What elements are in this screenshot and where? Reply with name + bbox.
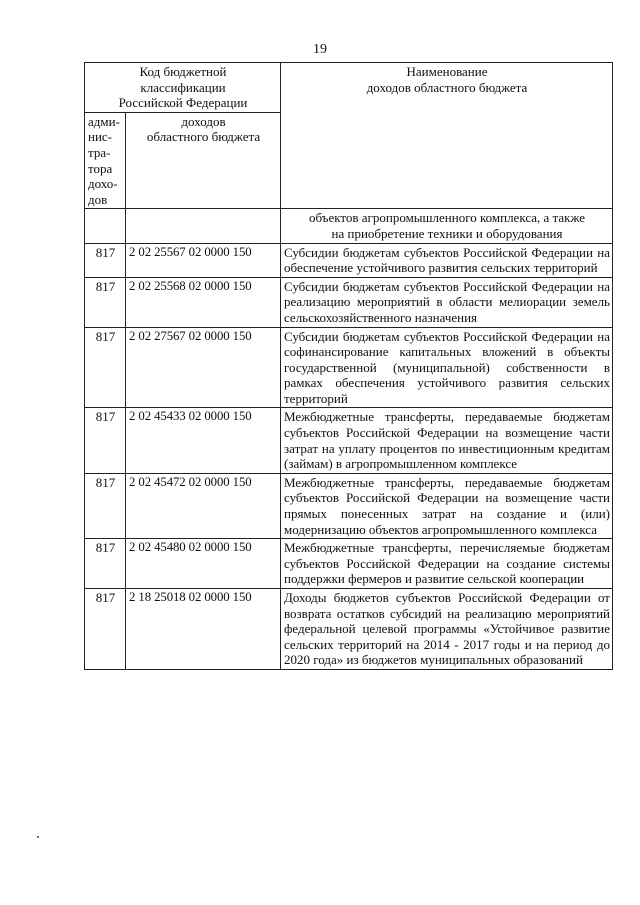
administrator-header (85, 112, 126, 209)
income-name-header-line: Наименование (406, 64, 488, 79)
budget-code-cell: 2 02 45433 02 0000 150 (126, 408, 281, 473)
table-row (85, 473, 613, 538)
budget-code-cell: 2 18 25018 02 0000 150 (126, 589, 281, 670)
classification-header-line: Код бюджетной (139, 64, 227, 79)
table-row (85, 327, 613, 408)
admin-code-cell: 817 (85, 539, 126, 589)
budget-classification-table (84, 62, 613, 670)
administrator-header-line: дохо- (88, 176, 118, 192)
continuation-text (281, 209, 613, 243)
table-row (85, 277, 613, 327)
income-name-cell: Межбюджетные трансферты, перечисляемые бюджетам субъектов Российской Федерации на создание системы поддержки фермеров и развитие сельской кооперации (281, 539, 613, 589)
table-header (85, 63, 613, 209)
code-cell-empty (126, 209, 281, 243)
budget-code-cell: 2 02 25567 02 0000 150 (126, 243, 281, 277)
budget-code-cell: 2 02 25568 02 0000 150 (126, 277, 281, 327)
admin-code-cell: 817 (85, 277, 126, 327)
continuation-line: на приобретение техники и оборудования (331, 225, 563, 241)
income-code-header-line: областного бюджета (146, 129, 261, 145)
administrator-header-line: адми- (88, 113, 120, 129)
budget-code-cell: 2 02 45472 02 0000 150 (126, 473, 281, 538)
budget-code-cell: 2 02 27567 02 0000 150 (126, 327, 281, 408)
admin-code-cell: 817 (85, 243, 126, 277)
administrator-header-line: тра- (88, 144, 111, 160)
administrator-header-line: дов (88, 191, 108, 207)
classification-header-line: классификации (140, 79, 226, 95)
table-row (85, 243, 613, 277)
income-name-cell: Межбюджетные трансферты, передаваемые бюджетам субъектов Российской Федерации на возмещение части затрат на уплату процентов по инвестиционным кредитам (займам) в агропромышленном комплексе (281, 408, 613, 473)
admin-code-cell: 817 (85, 327, 126, 408)
continuation-row (85, 209, 613, 243)
table-row (85, 539, 613, 589)
income-name-header-line: доходов областного бюджета (366, 79, 528, 95)
classification-header-line: Российской Федерации (118, 95, 248, 111)
scan-speck (37, 836, 39, 838)
administrator-header-line: нис- (88, 129, 113, 145)
income-name-cell: Субсидии бюджетам субъектов Российской Федерации на обеспечение устойчивого развития сельских территорий (281, 243, 613, 277)
admin-cell-empty (85, 209, 126, 243)
admin-code-cell: 817 (85, 589, 126, 670)
table-row (85, 408, 613, 473)
income-code-header-line: доходов (181, 113, 226, 129)
header-row-top (85, 63, 613, 113)
income-code-header (126, 112, 281, 209)
admin-code-cell: 817 (85, 473, 126, 538)
income-name-cell: Доходы бюджетов субъектов Российской Федерации от возврата остатков субсидий на реализацию мероприятий федеральной целевой программы «Устойчивое развитие сельских территорий на 2014 - 2017 годы и на период до 2020 года» из бюджетов муниципальных образований (281, 589, 613, 670)
admin-code-cell: 817 (85, 408, 126, 473)
income-name-header (281, 63, 613, 209)
income-name-cell: Субсидии бюджетам субъектов Российской Федерации на софинансирование капитальных вложений в объекты государственной (муниципальной) собственности в рамках обеспечения устойчивого развития сельских территорий (281, 327, 613, 408)
table-row (85, 589, 613, 670)
continuation-line: объектов агропромышленного комплекса, а также (308, 210, 586, 226)
income-name-cell: Межбюджетные трансферты, передаваемые бюджетам субъектов Российской Федерации на возмещение части прямых понесенных затрат на создание и (или) модернизацию объектов агропромышленного комплекса (281, 473, 613, 538)
budget-code-cell: 2 02 45480 02 0000 150 (126, 539, 281, 589)
page-number: 19 (313, 42, 327, 57)
classification-code-header (85, 63, 281, 113)
administrator-header-line: тора (88, 160, 113, 176)
income-name-cell: Субсидии бюджетам субъектов Российской Федерации на реализацию мероприятий в области мелиорации земель сельскохозяйственного назначения (281, 277, 613, 327)
